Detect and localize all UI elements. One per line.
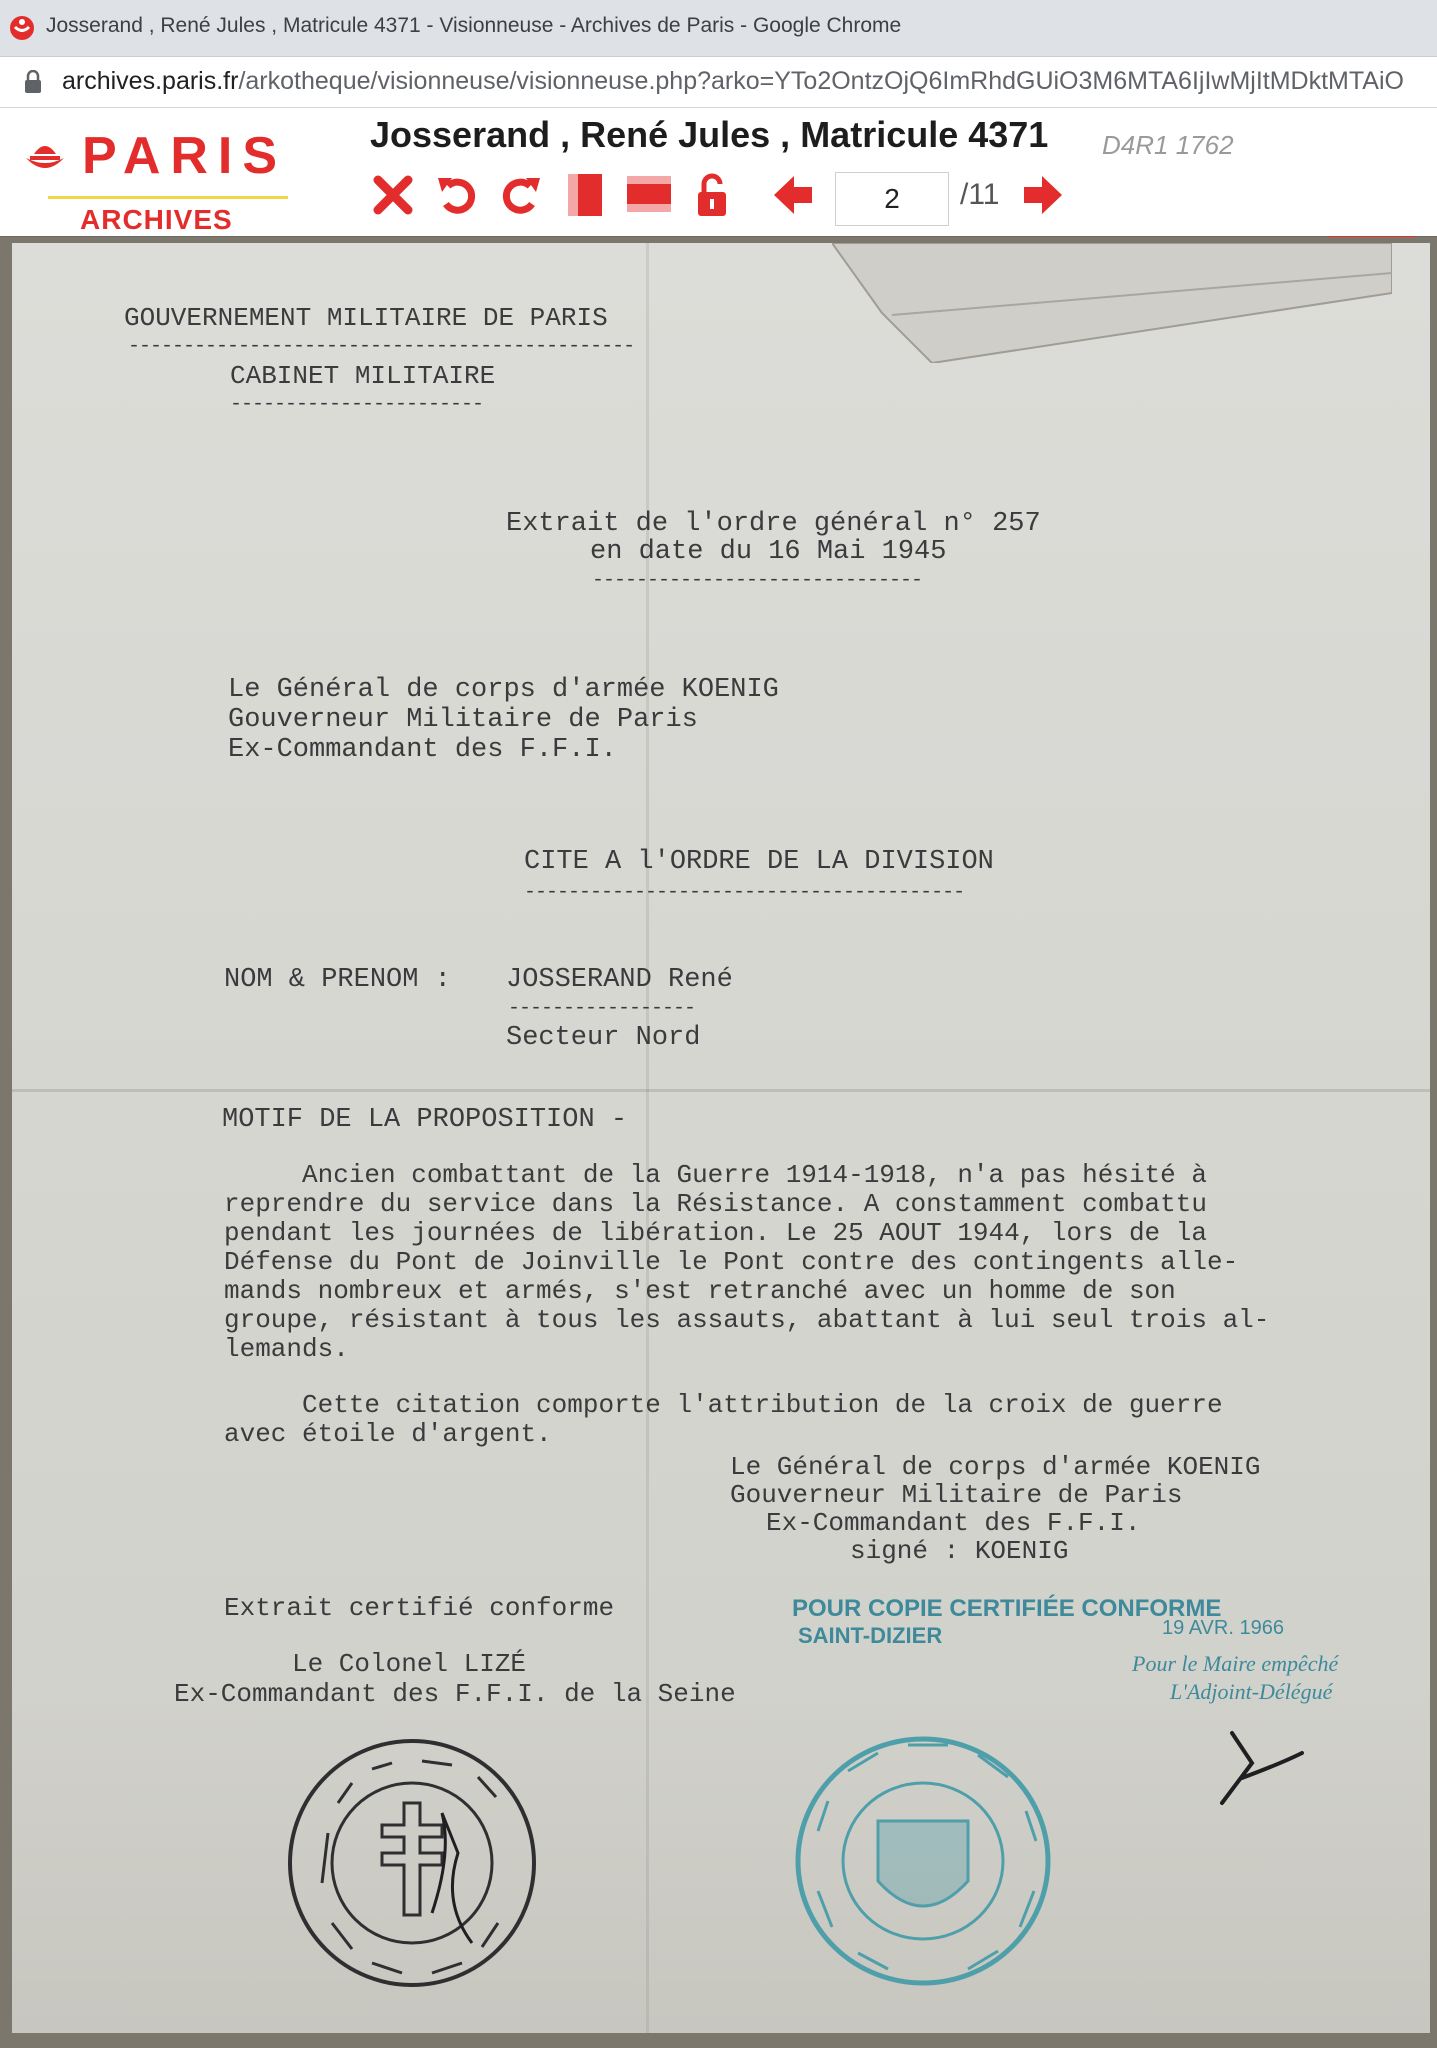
folded-paper-corner	[832, 243, 1392, 363]
sector-value: Secteur Nord	[506, 1023, 701, 1053]
document-page	[12, 243, 1430, 2033]
motif-label: MOTIF DE LA PROPOSITION -	[222, 1105, 628, 1135]
fit-height-icon[interactable]	[562, 172, 608, 218]
signature-line: Le Général de corps d'armée KOENIG	[730, 1452, 1261, 1482]
close-icon[interactable]	[370, 172, 416, 218]
citation-body	[224, 1161, 1269, 1364]
rotate-left-icon[interactable]	[434, 172, 480, 218]
paris-archives-favicon-icon	[8, 14, 36, 42]
colonel-line-1: Le Colonel LIZÉ	[292, 1649, 527, 1679]
underline-dashes: ----------------------------------------	[524, 881, 965, 904]
next-page-arrow-icon[interactable]	[1020, 172, 1066, 218]
mayor-stamp-line: Pour le Maire empêché	[1132, 1651, 1339, 1676]
general-line-2: Gouverneur Militaire de Paris	[228, 705, 698, 735]
document-title: Josserand , René Jules , Matricule 4371	[370, 114, 1049, 155]
fit-width-icon[interactable]	[626, 172, 672, 218]
unlock-icon[interactable]	[692, 172, 738, 218]
url-host: archives.paris.fr	[62, 67, 239, 95]
viewer-toolbar	[370, 164, 1070, 228]
page-total: /11	[960, 178, 1000, 211]
body-line: groupe, résistant à tous les assauts, abattant à lui seul trois al-	[224, 1305, 1270, 1335]
signature-line: signé : KOENIG	[850, 1536, 1069, 1566]
extract-line-2: en date du 16 Mai 1945	[590, 537, 947, 567]
copy-stamp: POUR COPIE CERTIFIÉE CONFORME	[792, 1595, 1222, 1622]
cite-heading: CITE A l'ORDRE DE LA DIVISION	[524, 847, 994, 877]
award-line: Cette citation comporte l'attribution de la croix de guerre	[224, 1390, 1223, 1420]
paris-boat-logo-icon	[20, 134, 70, 184]
underline-dashes: -----------------------	[230, 393, 484, 416]
body-line: reprendre du service dans la Résistance. A constamment combattu	[224, 1189, 1207, 1219]
org-line-1: GOUVERNEMENT MILITAIRE DE PARIS	[124, 303, 608, 333]
copy-stamp-date: 19 AVR. 1966	[1162, 1617, 1284, 1639]
logo-word: PARIS	[82, 127, 288, 185]
general-line-1: Le Général de corps d'armée KOENIG	[228, 675, 779, 705]
signature-block	[730, 1453, 1261, 1565]
name-value: JOSSERAND René	[506, 965, 733, 995]
browser-title-bar	[0, 0, 1437, 57]
address-bar[interactable]	[0, 57, 1437, 108]
underline-dashes: ------------------------------	[592, 569, 923, 592]
page-number-input[interactable]	[835, 172, 949, 226]
document-reference: D4R1 1762	[1102, 130, 1234, 160]
citation-award	[224, 1391, 1223, 1449]
logo-subtitle: ARCHIVES	[80, 204, 233, 235]
body-line: Défense du Pont de Joinville le Pont contre des contingents alle-	[224, 1247, 1239, 1277]
body-line: pendant les journées de libération. Le 25 AOUT 1944, lors de la	[224, 1218, 1207, 1248]
colonel-line-2: Ex-Commandant des F.F.I. de la Seine	[174, 1679, 736, 1709]
rotate-right-icon[interactable]	[498, 172, 544, 218]
paper-fold	[12, 1089, 1430, 1092]
body-line: Ancien combattant de la Guerre 1914-1918, n'a pas hésité à	[224, 1160, 1207, 1190]
logo-divider	[48, 196, 288, 199]
copy-stamp-city: SAINT-DIZIER	[798, 1623, 943, 1648]
ffi-department-seal	[282, 1733, 542, 1993]
lock-icon[interactable]	[24, 70, 42, 94]
deputy-stamp-line: L'Adjoint-Délégué	[1170, 1679, 1333, 1704]
underline-dashes: ----------------------------------------------	[128, 335, 635, 358]
previous-page-arrow-icon[interactable]	[770, 172, 816, 218]
saint-dizier-seal	[788, 1731, 1058, 1991]
name-label: NOM & PRENOM :	[224, 965, 451, 995]
underline-dashes: -----------------	[508, 997, 696, 1020]
document-viewer[interactable]	[0, 237, 1437, 2048]
signature-line: Ex-Commandant des F.F.I.	[766, 1508, 1141, 1538]
org-line-2: CABINET MILITAIRE	[230, 361, 496, 391]
certified-line: Extrait certifié conforme	[224, 1593, 615, 1623]
handwritten-signature	[1202, 1723, 1312, 1813]
signature-line: Gouverneur Militaire de Paris	[730, 1480, 1183, 1510]
extract-line-1: Extrait de l'ordre général n° 257	[506, 509, 1041, 539]
general-line-3: Ex-Commandant des F.F.I.	[228, 735, 617, 765]
window-title: Josserand , René Jules , Matricule 4371 - Visionneuse - Archives de Paris - Google Chrome	[46, 14, 902, 37]
body-line: lemands.	[224, 1334, 349, 1364]
paris-archives-logo[interactable]	[20, 122, 300, 235]
url-path: /arkotheque/visionneuse/visionneuse.php?arko=YTo2OntzOjQ6ImRhdGUiO3M6MTA6IjIwMjItMDktMTAiO	[238, 67, 1404, 95]
viewer-header	[0, 108, 1437, 236]
award-line: avec étoile d'argent.	[224, 1419, 552, 1449]
url-text[interactable]	[62, 67, 1404, 96]
body-line: mands nombreux et armés, s'est retranché avec un homme de son	[224, 1276, 1176, 1306]
